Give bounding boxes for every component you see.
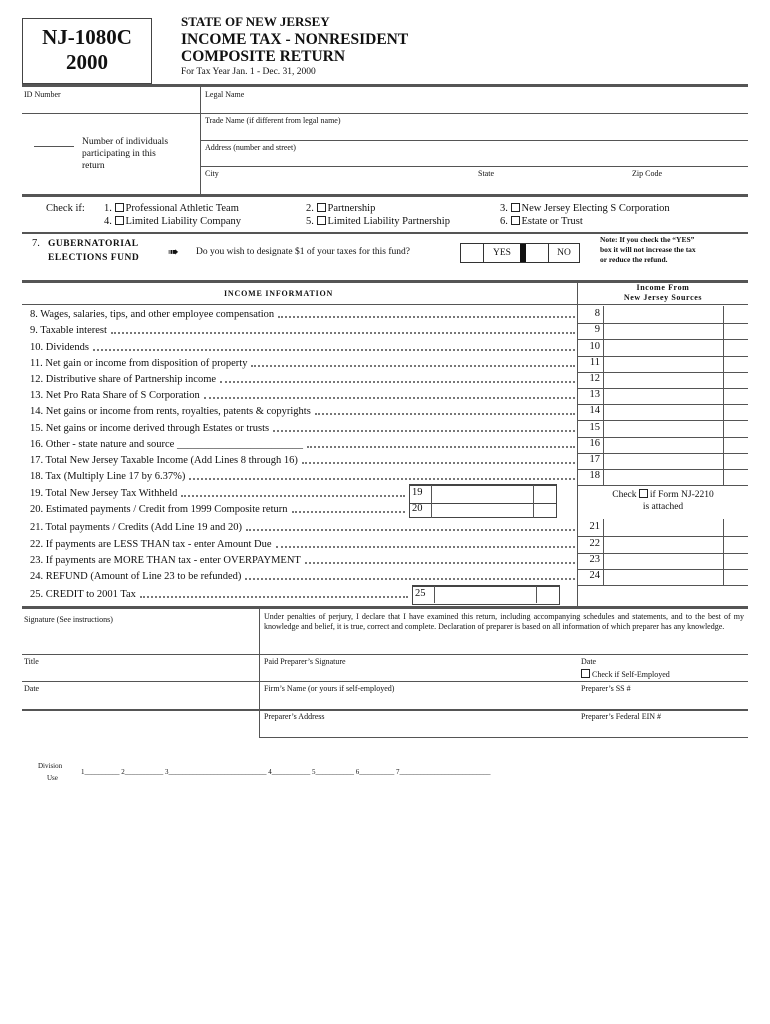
line-number: 15	[589, 422, 600, 433]
no-checkbox[interactable]	[526, 244, 549, 262]
line-number: 24	[589, 570, 600, 581]
dot-leader	[302, 462, 575, 464]
line-number: 11	[589, 357, 600, 368]
amount-input[interactable]	[604, 468, 722, 484]
dot-leader	[278, 316, 575, 318]
opt-num: 1.	[104, 203, 115, 214]
num-individuals-input[interactable]	[34, 146, 74, 147]
opt-label: Limited Liability Company	[125, 216, 241, 227]
paid-preparer-signature-field[interactable]: Paid Preparer’s Signature	[264, 657, 346, 666]
income-line-19	[30, 487, 405, 500]
no-label: NO	[557, 248, 571, 258]
dot-leader	[111, 332, 575, 334]
dot-leader	[276, 546, 575, 548]
amount-input[interactable]	[432, 485, 554, 501]
divider	[22, 606, 748, 609]
dot-leader	[292, 511, 405, 513]
opt-label: Limited Liability Partnership	[327, 216, 450, 227]
dot-leader	[315, 413, 575, 415]
preparer-ein-field[interactable]: Preparer’s Federal EIN #	[581, 712, 662, 721]
fund-title-2: ELECTIONS FUND	[48, 253, 140, 263]
opt-label: Partnership	[327, 203, 376, 214]
amount-input[interactable]	[604, 519, 722, 535]
divider	[577, 585, 748, 586]
line-label: 19. Total New Jersey Tax Withheld	[30, 488, 178, 499]
checkbox[interactable]	[317, 216, 326, 225]
dot-leader	[93, 349, 575, 351]
line-label: 10. Dividends	[30, 342, 89, 353]
division-use-fields: 1__________ 2___________ 3____________________________ 4___________ 5___________ 6__________ 7__________________________	[81, 768, 491, 776]
state-field[interactable]: State	[478, 169, 494, 178]
income-line-22	[30, 538, 575, 551]
signature-field[interactable]: Signature (See instructions)	[24, 615, 113, 624]
cents-divider	[536, 586, 537, 603]
trade-name-field[interactable]: Trade Name (if different from legal name)	[205, 116, 341, 125]
checkbox[interactable]	[115, 203, 124, 212]
fund-yes-no	[460, 243, 580, 263]
legal-name-field[interactable]: Legal Name	[205, 90, 245, 99]
divider	[577, 304, 748, 305]
nj2210-check[interactable]	[578, 489, 748, 513]
divider	[22, 681, 748, 682]
check-llp[interactable]	[306, 216, 450, 227]
cents-divider	[723, 519, 724, 536]
line-number: 23	[589, 554, 600, 565]
line-label: 14. Net gains or income from rents, royalties, patents & copyrights	[30, 406, 311, 417]
line-label: 13. Net Pro Rata Share of S Corporation	[30, 390, 200, 401]
amount-input[interactable]	[435, 586, 557, 602]
divider	[22, 84, 748, 87]
division-use-label	[38, 760, 62, 784]
dot-leader	[220, 381, 575, 383]
income-line-16	[30, 438, 575, 451]
form-number-box	[22, 18, 152, 84]
opt-num: 4.	[104, 216, 115, 227]
state-title: STATE OF NEW JERSEY	[181, 14, 330, 29]
checkbox[interactable]	[511, 216, 520, 225]
yes-label: YES	[493, 248, 511, 258]
preparer-address-field[interactable]: Preparer’s Address	[264, 712, 325, 721]
city-field[interactable]: City	[205, 169, 219, 178]
cents-divider	[723, 452, 724, 469]
text: Check	[612, 490, 637, 500]
fund-num: 7.	[32, 238, 40, 249]
amount-input[interactable]	[604, 387, 722, 403]
divider	[22, 232, 748, 234]
col-line: New Jersey Sources	[623, 293, 703, 302]
id-number-field[interactable]: ID Number	[24, 90, 61, 99]
perjury-statement: Under penalties of perjury, I declare that I have examined this return, including accompanying schedules and statements, and to the best of my knowledge and belief, it is true, correct and complete. Declaration of preparer is based on all information of which preparer has any knowledge.	[264, 612, 744, 631]
tax-year: For Tax Year Jan. 1 - Dec. 31, 2000	[181, 67, 316, 77]
checkbox[interactable]	[639, 489, 648, 498]
fund-question: Do you wish to designate $1 of your taxes for this fund?	[196, 247, 410, 257]
amount-input[interactable]	[604, 536, 722, 552]
opt-num: 3.	[500, 203, 511, 214]
divider	[22, 709, 748, 711]
preparer-ss-field[interactable]: Preparer’s SS #	[581, 684, 631, 693]
form-title-1: INCOME TAX - NONRESIDENT	[181, 31, 409, 48]
line-label: 23. If payments are MORE THAN tax - enter OVERPAYMENT	[30, 555, 301, 566]
checkbox[interactable]	[317, 203, 326, 212]
amount-input[interactable]	[604, 371, 722, 387]
divider	[577, 281, 578, 607]
income-line-9	[30, 324, 575, 337]
note-line: Note: If you check the “YES”	[600, 235, 695, 244]
line-label: 22. If payments are LESS THAN tax - enter Amount Due	[30, 539, 272, 550]
check-professional-athletic-team[interactable]	[104, 203, 239, 214]
label-line: participating in this	[82, 149, 156, 159]
cents-divider	[723, 403, 724, 420]
line-number: 8	[594, 308, 600, 319]
income-line-11	[30, 357, 575, 370]
income-line-12	[30, 373, 575, 386]
arrow-icon: ➠	[168, 244, 179, 259]
cents-divider	[533, 501, 534, 518]
dot-leader	[140, 596, 408, 598]
dot-leader	[204, 397, 575, 399]
fund-note	[600, 235, 696, 265]
form-title-2: COMPOSITE RETURN	[181, 48, 346, 65]
form-number: NJ-1080C	[42, 25, 132, 49]
dot-leader	[305, 562, 575, 564]
line-number: 21	[589, 521, 600, 532]
income-line-23	[30, 554, 575, 567]
opt-num: 2.	[306, 203, 317, 214]
income-line-15	[30, 422, 575, 435]
check-nj-electing-s-corp[interactable]	[500, 203, 670, 214]
checkbox[interactable]	[115, 216, 124, 225]
opt-label: Estate or Trust	[521, 216, 583, 227]
cents-divider	[723, 306, 724, 323]
dot-leader	[246, 529, 575, 531]
income-line-21	[30, 521, 575, 534]
cents-divider	[723, 371, 724, 388]
text: Division	[38, 762, 63, 770]
line-label: 21. Total payments / Credits (Add Line 19 and 20)	[30, 522, 242, 533]
col-line: Income From	[636, 283, 690, 292]
line-label: 11. Net gain or income from disposition of property	[30, 358, 248, 369]
cents-divider	[723, 552, 724, 569]
line-number: 20	[412, 503, 423, 514]
date-field[interactable]: Date	[24, 684, 40, 693]
line-number: 22	[589, 538, 600, 549]
form-year: 2000	[66, 50, 108, 74]
note-line: box it will not increase the tax	[600, 245, 696, 254]
check-partnership[interactable]	[306, 203, 375, 214]
line-number: 18	[589, 470, 600, 481]
self-employed-check[interactable]	[581, 669, 670, 679]
check-estate-trust[interactable]	[500, 216, 583, 227]
amount-input[interactable]	[604, 436, 722, 452]
label-line: return	[82, 161, 105, 171]
income-line-8	[30, 308, 575, 321]
line-label: 9. Taxable interest	[30, 325, 107, 336]
amount-input[interactable]	[604, 306, 722, 322]
income-line-17	[30, 454, 575, 467]
opt-label: Professional Athletic Team	[125, 203, 239, 214]
line-number: 25	[415, 588, 426, 599]
zip-field[interactable]: Zip Code	[632, 169, 662, 178]
divider	[259, 654, 748, 655]
line-number: 12	[589, 373, 600, 384]
line-number: 9	[594, 324, 600, 335]
amount-input[interactable]	[604, 420, 722, 436]
check-llc[interactable]	[104, 216, 241, 227]
amount-input[interactable]	[604, 339, 722, 355]
cents-divider	[723, 420, 724, 437]
cents-divider	[723, 536, 724, 553]
firm-name-field[interactable]: Firm’s Name (or yours if self-employed)	[264, 684, 395, 693]
dot-leader	[251, 365, 575, 367]
income-line-18	[30, 470, 575, 483]
divider	[259, 737, 748, 738]
fund-title-1: GUBERNATORIAL	[48, 239, 139, 249]
divider	[200, 166, 748, 167]
num-individuals-label	[82, 136, 168, 172]
divider	[259, 609, 260, 737]
opt-num: 5.	[306, 216, 317, 227]
line-label: 20. Estimated payments / Credit from 1999 Composite return	[30, 504, 288, 515]
income-col-header	[578, 283, 748, 303]
text: if Form NJ-2210	[649, 490, 714, 500]
text: Check if Self-Employed	[592, 670, 670, 679]
divider	[577, 485, 748, 486]
divider	[200, 140, 748, 141]
amount-input[interactable]	[604, 403, 722, 419]
preparer-date-field[interactable]: Date	[581, 657, 597, 666]
income-line-24	[30, 570, 575, 583]
amount-input[interactable]	[604, 552, 722, 568]
amount-input[interactable]	[604, 452, 722, 468]
income-line-14	[30, 405, 575, 418]
cents-divider	[723, 322, 724, 339]
checkbox[interactable]	[581, 669, 590, 678]
note-line: or reduce the refund.	[600, 255, 668, 264]
line-number: 14	[589, 405, 600, 416]
line-label: 16. Other - state nature and source ________________________	[30, 439, 303, 450]
income-line-25	[30, 588, 408, 601]
divider	[22, 654, 260, 655]
title-field[interactable]: Title	[24, 657, 39, 666]
line-label: 15. Net gains or income derived through Estates or trusts	[30, 423, 270, 434]
divider	[22, 113, 748, 114]
cents-divider	[723, 339, 724, 356]
check-if-label: Check if:	[46, 203, 85, 214]
dot-leader	[245, 578, 575, 580]
amount-input[interactable]	[604, 568, 722, 584]
opt-num: 6.	[500, 216, 511, 227]
address-field[interactable]: Address (number and street)	[205, 143, 296, 152]
income-info-header: INCOME INFORMATION	[224, 289, 334, 298]
line-label: 24. REFUND (Amount of Line 23 to be refunded)	[30, 571, 242, 582]
line-number: 17	[589, 454, 600, 465]
line-label: 25. CREDIT to 2001 Tax	[30, 589, 136, 600]
amount-input[interactable]	[604, 355, 722, 371]
label-line: Number of individuals	[82, 137, 169, 147]
opt-label: New Jersey Electing S Corporation	[521, 203, 670, 214]
income-line-13	[30, 389, 575, 402]
line-label: 17. Total New Jersey Taxable Income (Add Lines 8 through 16)	[30, 455, 298, 466]
line-number: 19	[412, 487, 423, 498]
line-label: 8. Wages, salaries, tips, and other employee compensation	[30, 309, 275, 320]
income-line-10	[30, 341, 575, 354]
dot-leader	[273, 430, 575, 432]
cents-divider	[723, 568, 724, 585]
line-number: 16	[589, 438, 600, 449]
dot-leader	[307, 446, 575, 448]
line-label: 18. Tax (Multiply Line 17 by 6.37%)	[30, 471, 186, 482]
cents-divider	[723, 387, 724, 404]
line-number: 13	[589, 389, 600, 400]
yes-checkbox[interactable]	[461, 244, 484, 262]
amount-input[interactable]	[604, 322, 722, 338]
dot-leader	[181, 495, 405, 497]
text: Use	[47, 774, 58, 782]
dot-leader	[189, 478, 575, 480]
text: is attached	[642, 502, 684, 512]
divider	[22, 304, 577, 305]
checkbox[interactable]	[511, 203, 520, 212]
cents-divider	[723, 468, 724, 485]
line-label: 12. Distributive share of Partnership income	[30, 374, 217, 385]
cents-divider	[723, 355, 724, 372]
line-number: 10	[589, 341, 600, 352]
amount-input[interactable]	[432, 501, 554, 517]
divider	[22, 194, 748, 197]
income-line-20	[30, 503, 405, 516]
cents-divider	[723, 436, 724, 453]
